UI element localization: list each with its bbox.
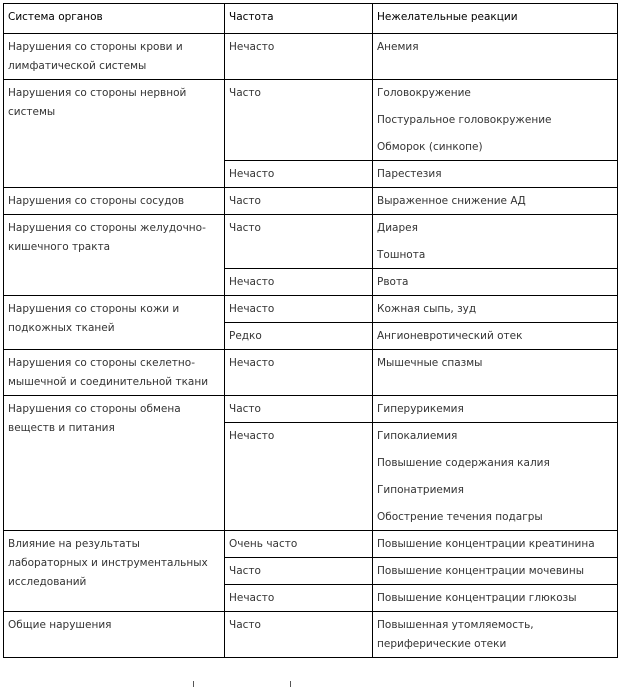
frequency-cell: Часто	[225, 612, 373, 658]
reactions-cell	[373, 161, 618, 188]
frequency-cell: Часто	[225, 80, 373, 161]
table-row	[4, 296, 618, 323]
table-row	[4, 34, 618, 80]
frequency-cell: Часто	[225, 558, 373, 585]
reaction-item: Кожная сыпь, зуд	[377, 303, 477, 315]
frequency-cell: Часто	[225, 188, 373, 215]
frequency-cell: Нечасто	[225, 585, 373, 612]
reaction-item: Повышение концентрации мочевины	[377, 565, 584, 577]
organ-system-cell: Нарушения со стороны крови и лимфатической системы	[4, 34, 225, 80]
reactions-cell	[373, 350, 618, 396]
frequency-cell: Нечасто	[225, 296, 373, 323]
reactions-cell	[373, 188, 618, 215]
reactions-cell	[373, 34, 618, 80]
frequency-cell: Нечасто	[225, 423, 373, 531]
table-row	[4, 80, 618, 161]
reaction-item: Повышенная утомляемость, периферические отеки	[377, 619, 534, 650]
organ-system-cell: Нарушения со стороны скелетно-мышечной и соединительной ткани	[4, 350, 225, 396]
reactions-cell	[373, 80, 618, 161]
reaction-item: Анемия	[377, 41, 419, 53]
reaction-item: Повышение концентрации глюкозы	[377, 592, 577, 604]
reactions-cell	[373, 423, 618, 531]
header-system: Система органов	[4, 4, 225, 34]
organ-system-cell: Влияние на результаты лабораторных и инструментальных исследований	[4, 531, 225, 612]
reaction-item: Повышение содержания калия	[377, 457, 550, 469]
reaction-item: Парестезия	[377, 168, 442, 180]
reactions-cell	[373, 215, 618, 269]
reaction-item: Повышение концентрации креатинина	[377, 538, 595, 550]
reactions-cell	[373, 585, 618, 612]
reaction-item: Гипокалиемия	[377, 430, 458, 442]
header-frequency: Частота	[225, 4, 373, 34]
table-row	[4, 612, 618, 658]
reaction-item: Обморок (синкопе)	[377, 141, 483, 153]
organ-system-cell: Нарушения со стороны желудочно-кишечного тракта	[4, 215, 225, 296]
reaction-item: Гиперурикемия	[377, 403, 464, 415]
reaction-item: Гипонатриемия	[377, 484, 464, 496]
organ-system-cell: Нарушения со стороны сосудов	[4, 188, 225, 215]
frequency-cell: Очень часто	[225, 531, 373, 558]
table-row	[4, 350, 618, 396]
reaction-item: Рвота	[377, 276, 409, 288]
frequency-cell: Нечасто	[225, 350, 373, 396]
header-reactions: Нежелательные реакции	[373, 4, 618, 34]
reaction-item: Тошнота	[377, 249, 426, 261]
frequency-cell: Нечасто	[225, 161, 373, 188]
table-row	[4, 396, 618, 423]
reaction-item: Диарея	[377, 222, 418, 234]
frequency-cell: Часто	[225, 396, 373, 423]
reaction-item: Постуральное головокружение	[377, 114, 552, 126]
table-header-row	[4, 4, 618, 34]
reaction-item: Обострение течения подагры	[377, 511, 543, 523]
reactions-cell	[373, 396, 618, 423]
organ-system-cell: Нарушения со стороны кожи и подкожных тканей	[4, 296, 225, 350]
frequency-cell: Редко	[225, 323, 373, 350]
reactions-cell	[373, 269, 618, 296]
organ-system-cell: Общие нарушения	[4, 612, 225, 658]
table-row	[4, 188, 618, 215]
reactions-cell	[373, 612, 618, 658]
cut-off-line	[193, 681, 194, 687]
table-body	[4, 34, 618, 658]
reactions-cell	[373, 531, 618, 558]
frequency-cell: Часто	[225, 215, 373, 269]
reactions-cell	[373, 323, 618, 350]
frequency-cell: Нечасто	[225, 269, 373, 296]
reaction-item: Головокружение	[377, 87, 471, 99]
table-row	[4, 215, 618, 269]
organ-system-cell: Нарушения со стороны обмена веществ и питания	[4, 396, 225, 531]
reactions-cell	[373, 296, 618, 323]
frequency-cell: Нечасто	[225, 34, 373, 80]
reaction-item: Ангионевротический отек	[377, 330, 523, 342]
reactions-cell	[373, 558, 618, 585]
table-row	[4, 531, 618, 558]
organ-system-cell: Нарушения со стороны нервной системы	[4, 80, 225, 188]
cut-off-line	[290, 681, 291, 687]
reaction-item: Мышечные спазмы	[377, 357, 483, 369]
adverse-reactions-table	[3, 3, 618, 658]
reaction-item: Выраженное снижение АД	[377, 195, 526, 207]
